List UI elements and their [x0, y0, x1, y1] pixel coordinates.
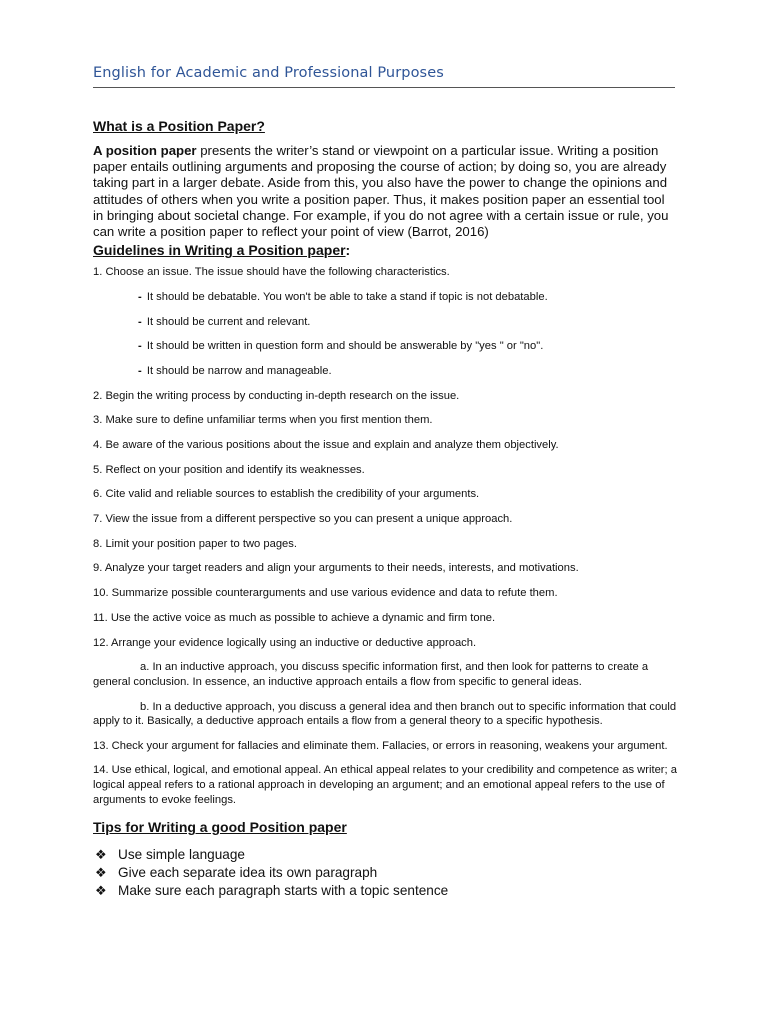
dash-bullet: -: [138, 340, 142, 353]
guideline-subitem: [93, 339, 678, 354]
tip-text: Use simple language: [118, 847, 245, 863]
guideline-item: 14. Use ethical, logical, and emotional appeal. An ethical appeal relates to your credibility and competence as writer; a logical appeal refers to a rational approach in developing an argument; and an emotional appeal refers to the use of arguments to evoke feelings.: [93, 764, 677, 806]
guideline-item: 5. Reflect on your position and identify its weaknesses.: [93, 463, 365, 476]
guidelines-list: [93, 265, 678, 807]
tip-text: Make sure each paragraph starts with a topic sentence: [118, 882, 449, 898]
diamond-bullet-icon: ❖: [95, 864, 107, 880]
guidelines-heading-text: Guidelines in Writing a Position paper: [93, 242, 346, 259]
guideline-subitem-text: It should be current and relevant.: [146, 315, 311, 328]
diamond-bullet-icon: ❖: [95, 847, 107, 863]
intro-body: presents the writer’s stand or viewpoint on a particular issue. Writing a position paper entails outlining arguments and proposing the course of action; by doing so, you are already taking part in a larger debate. Aside from this, you also have the power to change the opinions and attitudes of others when you write a position paper. Thus, it makes position paper an essential tool in bringing about societal change. For example, if you do not agree with a certain issue or rule, you can write a position paper to reflect your point of view (Barrot, 2016): [93, 143, 669, 240]
guideline-item: 2. Begin the writing process by conducting in-depth research on the issue.: [93, 389, 460, 402]
tip-item: [93, 882, 678, 900]
guideline-subitem-text: It should be narrow and manageable.: [146, 364, 332, 377]
guideline-subitem: [93, 315, 678, 330]
guideline-item: 1. Choose an issue. The issue should have the following characteristics.: [93, 266, 450, 279]
guideline-item: 3. Make sure to define unfamiliar terms when you first mention them.: [93, 414, 433, 427]
dash-bullet: -: [138, 290, 142, 303]
tip-item: [93, 864, 678, 882]
page-header: [93, 64, 675, 88]
tips-list: [93, 846, 678, 899]
section-heading-tips: Tips for Writing a good Position paper: [93, 819, 347, 836]
section-heading-what-is: What is a Position Paper?: [93, 118, 265, 134]
guideline-approach-inductive: a. In an inductive approach, you discuss specific information first, and then look for patterns to create a general conclusion. In essence, an inductive approach entails a flow from specific to general ideas.: [93, 661, 649, 688]
dash-bullet: -: [138, 315, 142, 328]
intro-paragraph: [93, 143, 678, 240]
guidelines-heading-colon: :: [345, 242, 351, 259]
guideline-subitem-text: It should be written in question form and should be answerable by "yes " or "no".: [146, 340, 544, 353]
tip-item: [93, 846, 678, 864]
guideline-item: 10. Summarize possible counterarguments and use various evidence and data to refute them.: [93, 587, 558, 600]
guideline-subitem-text: It should be debatable. You won't be able to take a stand if topic is not debatable.: [146, 290, 548, 303]
guideline-subitem: [93, 290, 678, 305]
guideline-item: 11. Use the active voice as much as possible to achieve a dynamic and firm tone.: [93, 611, 496, 624]
section-heading-guidelines: [93, 240, 678, 260]
guideline-item: 4. Be aware of the various positions about the issue and explain and analyze them objectively.: [93, 439, 559, 452]
guideline-item: 8. Limit your position paper to two pages.: [93, 537, 297, 550]
guideline-item: 13. Check your argument for fallacies and eliminate them. Fallacies, or errors in reasoning, weakens your argument.: [93, 739, 668, 752]
document-body: [93, 116, 678, 899]
guideline-item: 12. Arrange your evidence logically using an inductive or deductive approach.: [93, 636, 477, 649]
tip-text: Give each separate idea its own paragraph: [118, 864, 378, 880]
intro-lead-bold: A position paper: [93, 143, 197, 158]
guideline-item: 7. View the issue from a different perspective so you can present a unique approach.: [93, 513, 513, 526]
guideline-item: 9. Analyze your target readers and align your arguments to their needs, interests, and motivations.: [93, 562, 579, 575]
guideline-subitem: [93, 364, 678, 379]
guideline-item: 6. Cite valid and reliable sources to establish the credibility of your arguments.: [93, 488, 480, 501]
dash-bullet: -: [138, 364, 142, 377]
header-title: English for Academic and Professional Purposes: [93, 65, 444, 81]
guideline-approach-deductive: b. In a deductive approach, you discuss a general idea and then branch out to specific information that could apply to it. Basically, a deductive approach entails a flow from a general theory to a specific hypothesis.: [93, 700, 677, 728]
diamond-bullet-icon: ❖: [95, 882, 107, 898]
